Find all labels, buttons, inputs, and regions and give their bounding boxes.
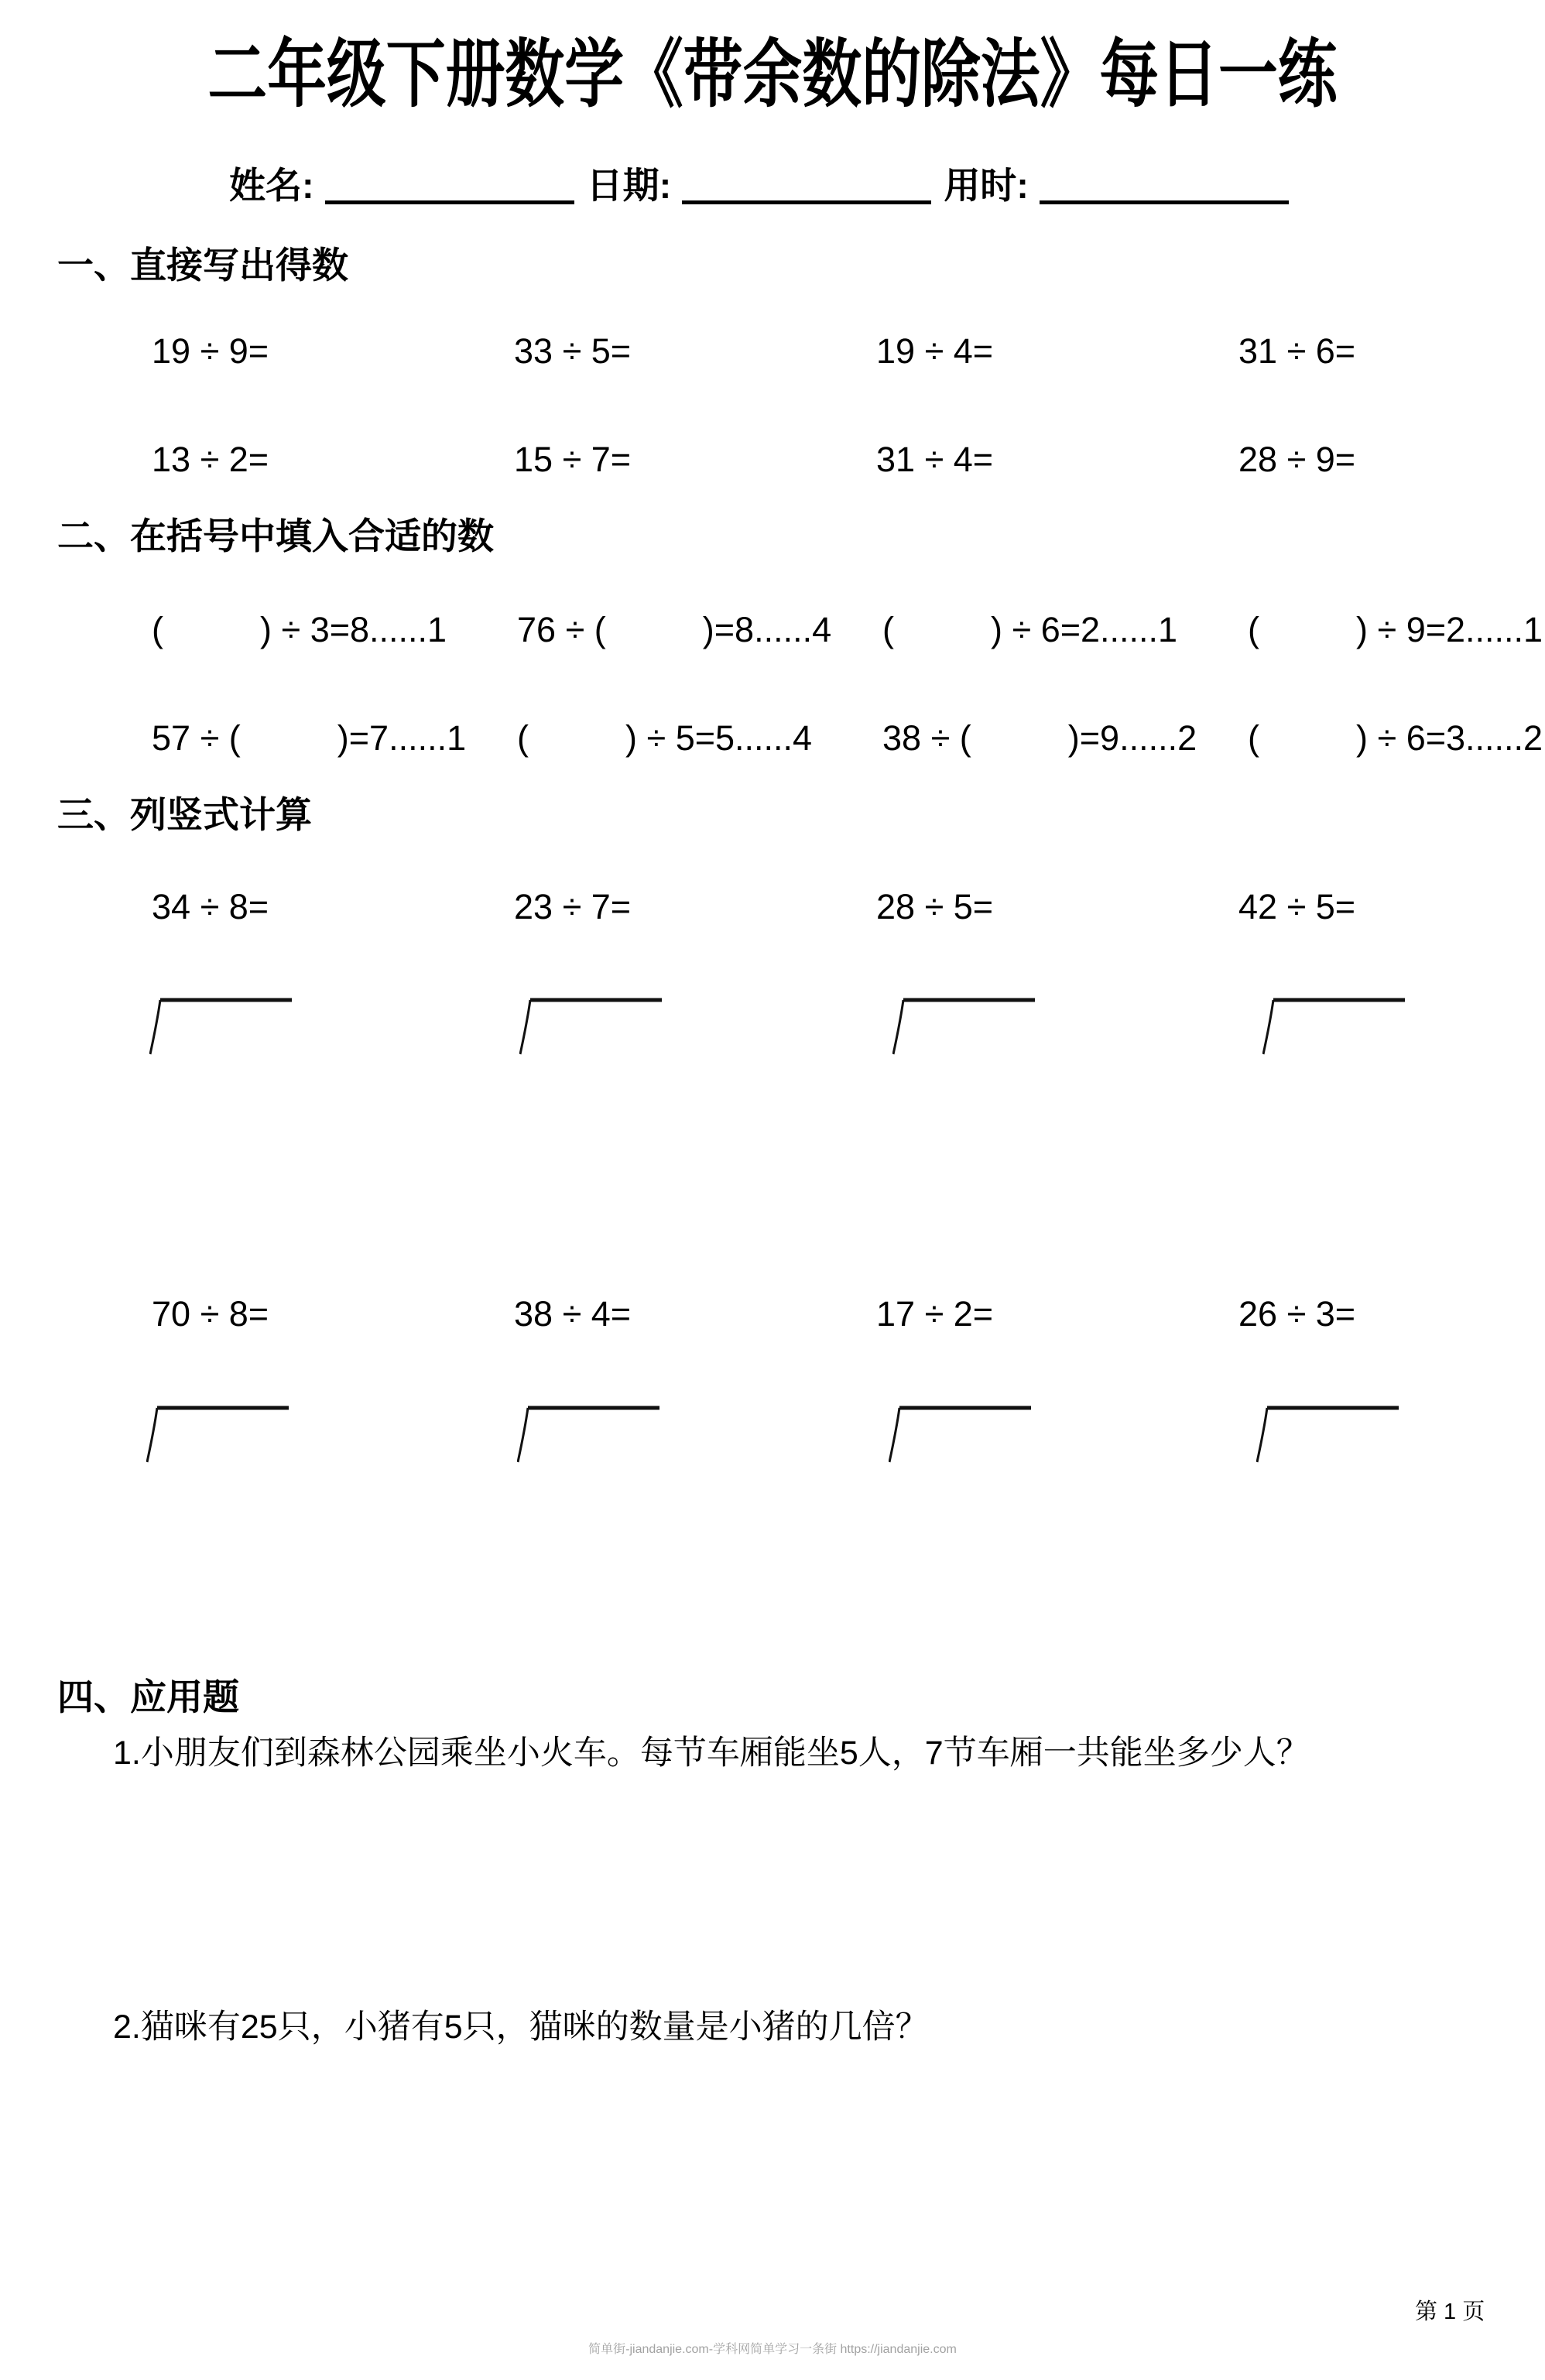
long-division-bracket (149, 997, 296, 1057)
equation: 31 ÷ 6= (1238, 330, 1356, 371)
equation: 28 ÷ 5= (876, 886, 994, 926)
name-label: 姓名: (229, 165, 314, 206)
equation: ( ) ÷ 9=2......1 (1248, 609, 1543, 649)
long-division-bracket (892, 997, 1040, 1057)
section-2-row-2 (113, 678, 1545, 798)
equation: 28 ÷ 9= (1238, 439, 1356, 479)
section-1-row-1 (113, 291, 1545, 411)
section-2-row-1 (113, 570, 1545, 690)
equation: 70 ÷ 8= (152, 1293, 269, 1334)
equation: 13 ÷ 2= (152, 439, 269, 479)
section-4-title: 四、应用题 (57, 1676, 239, 1717)
section-1-row-2 (113, 399, 1545, 519)
long-division-bracket (519, 997, 666, 1057)
equation: 34 ÷ 8= (152, 886, 269, 926)
equation: 42 ÷ 5= (1238, 886, 1356, 926)
equation: ( ) ÷ 5=5......4 (517, 717, 813, 758)
long-division-bracket (146, 1405, 293, 1465)
section-2-title: 二、在括号中填入合适的数 (57, 515, 494, 556)
header-fields-line (229, 164, 1289, 207)
long-division-bracket (889, 1405, 1036, 1465)
equation: ( ) ÷ 3=8......1 (152, 609, 447, 649)
equation: 76 ÷ ( )=8......4 (517, 609, 832, 649)
section-3-row-1 (113, 847, 1545, 967)
equation: 17 ÷ 2= (876, 1293, 994, 1334)
worksheet-title (0, 34, 1545, 116)
long-division-bracket (517, 1405, 664, 1465)
equation: 31 ÷ 4= (876, 439, 994, 479)
watermark: 简单街-jiandanjie.com-学科网简单学习一条街 https://jiandanjie.com (588, 2343, 957, 2356)
equation: 38 ÷ ( )=9......2 (882, 717, 1197, 758)
equation: 38 ÷ 4= (514, 1293, 632, 1334)
equation: 57 ÷ ( )=7......1 (152, 717, 467, 758)
section-1-title: 一、直接写出得数 (57, 245, 348, 286)
equation: 33 ÷ 5= (514, 330, 632, 371)
time-label: 用时: (944, 165, 1029, 206)
time-blank-line (1040, 170, 1289, 204)
equation: 23 ÷ 7= (514, 886, 632, 926)
equation: 15 ÷ 7= (514, 439, 632, 479)
equation: 19 ÷ 9= (152, 330, 269, 371)
worksheet-title-text: 二年级下册数学《带余数的除法》每日一练 (207, 33, 1338, 116)
section-3-row-2 (113, 1254, 1545, 1374)
equation: ( ) ÷ 6=3......2 (1248, 717, 1543, 758)
long-division-bracket (1256, 1405, 1403, 1465)
page-number: 第 1 页 (1415, 2300, 1485, 2324)
word-problem-2: 2.猫咪有25只，小猪有5只，猫咪的数量是小猪的几倍？ (113, 2008, 929, 2046)
equation: 26 ÷ 3= (1238, 1293, 1356, 1334)
equation: ( ) ÷ 6=2......1 (882, 609, 1178, 649)
section-3-title: 三、列竖式计算 (57, 794, 312, 835)
date-label: 日期: (586, 165, 672, 206)
equation: 19 ÷ 4= (876, 330, 994, 371)
word-problem-1: 1.小朋友们到森林公园乘坐小火车。每节车厢能坐5人，7节车厢一共能坐多少人？ (113, 1734, 1310, 1772)
date-blank-line (682, 170, 931, 204)
name-blank-line (325, 170, 574, 204)
long-division-bracket (1262, 997, 1410, 1057)
